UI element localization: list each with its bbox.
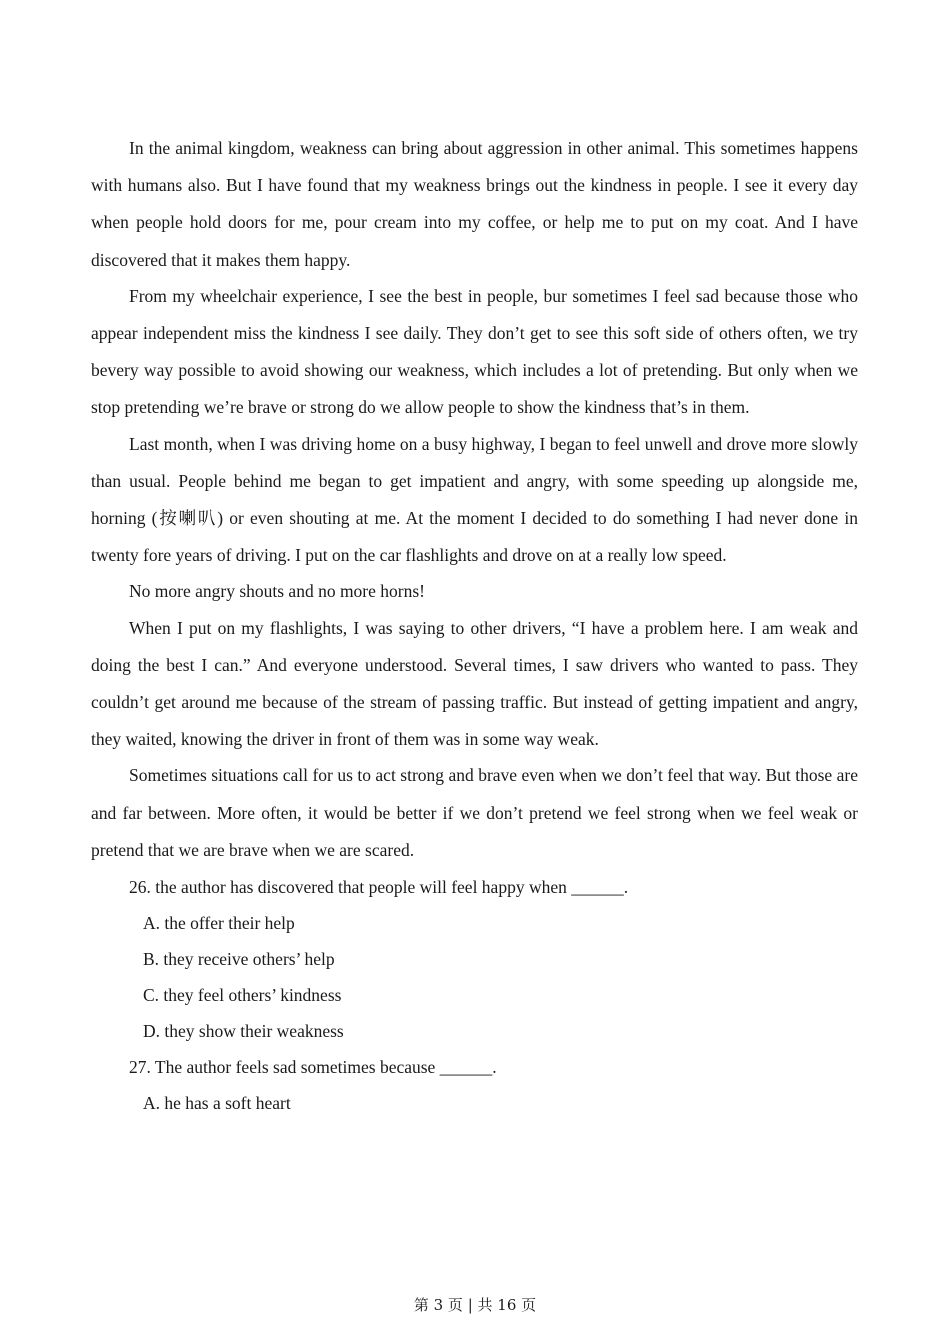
question-stem: 26. the author has discovered that people will feel happy when ______. <box>129 877 629 898</box>
passage-paragraph-4: No more angry shouts and no more horns! <box>129 581 425 602</box>
answer-option-a: A. he has a soft heart <box>143 1093 291 1114</box>
answer-option-d: D. they show their weakness <box>143 1021 344 1042</box>
passage-paragraph-3: Last month, when I was driving home on a busy highway, I began to feel unwell and drove more slowly than usual. People behind me began to get impatient and angry, with some speeding up alongside me, horning (按喇叭) or even shouting at me. At the moment I decided to do something I had never done in twenty fore years of driving. I put on the car flashlights and drove on at a really low speed. <box>91 433 858 566</box>
passage-paragraph-6: Sometimes situations call for us to act strong and brave even when we don’t feel that way. But those are and far between. More often, it would be better if we don’t pretend we feel strong when we feel weak or pretend that we are brave when we are scared. <box>91 765 858 860</box>
document-page <box>91 130 858 1121</box>
question-26 <box>91 869 858 1049</box>
answer-option-a: A. the offer their help <box>143 913 295 934</box>
answer-option-c: C. they feel others’ kindness <box>143 985 342 1006</box>
passage-paragraph-1: In the animal kingdom, weakness can bring about aggression in other animal. This sometimes happens with humans also. But I have found that my weakness brings out the kindness in people. I see it every day when people hold doors for me, pour cream into my coffee, or help me to put on my coat. And I have discovered that it makes them happy. <box>91 138 858 270</box>
question-27 <box>91 1049 858 1121</box>
passage-paragraph-2: From my wheelchair experience, I see the best in people, bur sometimes I feel sad because those who appear independent miss the kindness I see daily. They don’t get to see this soft side of others often, we try bevery way possible to avoid showing our weakness, which includes a lot of pretending. But only when we stop pretending we’re brave or strong do we allow people to show the kindness that’s in them. <box>91 285 858 418</box>
question-stem: 27. The author feels sad sometimes because ______. <box>129 1057 497 1078</box>
reading-passage <box>91 130 858 869</box>
page-footer: 第 3 页 | 共 16 页 <box>413 1296 537 1314</box>
answer-option-b: B. they receive others’ help <box>143 949 335 970</box>
passage-paragraph-5: When I put on my flashlights, I was saying to other drivers, “I have a problem here. I am weak and doing the best I can.” And everyone understood. Several times, I saw drivers who wanted to pass. They couldn’t get around me because of the stream of passing traffic. But instead of getting impatient and angry, they waited, knowing the driver in front of them was in some way weak. <box>91 617 858 750</box>
